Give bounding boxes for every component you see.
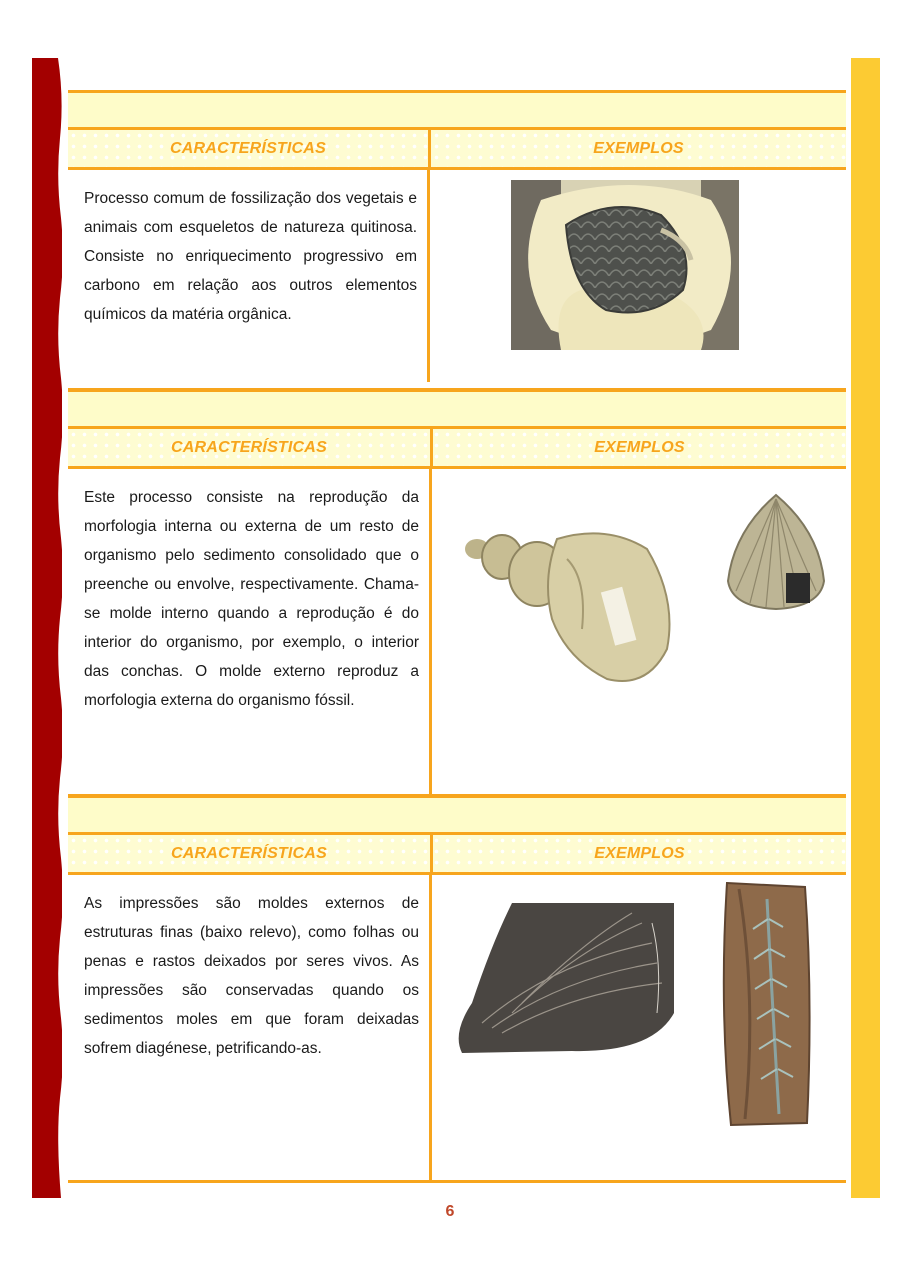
description-text: As impressões são moldes externos de estruturas finas (baixo relevo), como folhas ou penas e rastos deixados por seres vivos. As impressões são conservadas quando os sedimentos moles em que foram deixadas sofrem diagénese, petrificando-as. bbox=[68, 875, 432, 1181]
section-impressions bbox=[68, 795, 846, 1181]
examples-cell bbox=[432, 469, 846, 795]
shell-mould-fossil-image bbox=[724, 491, 829, 611]
right-decorative-band bbox=[851, 58, 880, 1198]
table-header-row bbox=[68, 429, 846, 469]
left-decorative-band bbox=[32, 58, 62, 1198]
description-text: Este processo consiste na reprodução da morfologia interna ou externa de um resto de organismo pelo sedimento consolidado que o preenche ou envolve, respectivamente. Chama-se molde interno quando a reprodução é do interior do organismo, por exemplo, o interior das conchas. O molde externo reproduz a morfologia externa do organismo fóssil. bbox=[68, 469, 432, 795]
header-characteristics: CARACTERÍSTICAS bbox=[171, 844, 327, 862]
header-examples: EXEMPLOS bbox=[430, 835, 846, 872]
section-moulds bbox=[68, 389, 846, 795]
section-divider bbox=[68, 1180, 846, 1183]
section-title-bar bbox=[68, 389, 846, 429]
header-characteristics: CARACTERÍSTICAS bbox=[170, 139, 326, 157]
table-body-row bbox=[68, 469, 846, 795]
pine-cone-fossil-image bbox=[511, 180, 739, 350]
header-characteristics: CARACTERÍSTICAS bbox=[171, 438, 327, 456]
fern-impression-fossil-image bbox=[717, 879, 815, 1129]
page-number: 6 bbox=[445, 1203, 455, 1220]
description-text: Processo comum de fossilização dos vegetais e animais com esqueletos de natureza quitinosa. Consiste no enriquecimento progressivo em carbono em relação aos outros elementos químicos da matéria orgânica. bbox=[68, 170, 430, 382]
header-examples: EXEMPLOS bbox=[430, 429, 846, 466]
table-body-row bbox=[68, 170, 846, 382]
gastropod-mould-fossil-image bbox=[457, 519, 682, 689]
leaf-impression-fossil-image bbox=[452, 903, 674, 1053]
section-carbonization bbox=[68, 90, 846, 382]
examples-cell bbox=[430, 170, 846, 382]
table-header-row bbox=[68, 130, 846, 170]
section-title-bar bbox=[68, 90, 846, 130]
table-body-row bbox=[68, 875, 846, 1181]
table-header-row bbox=[68, 835, 846, 875]
header-examples: EXEMPLOS bbox=[428, 130, 846, 167]
examples-cell bbox=[432, 875, 846, 1181]
section-title-bar bbox=[68, 795, 846, 835]
